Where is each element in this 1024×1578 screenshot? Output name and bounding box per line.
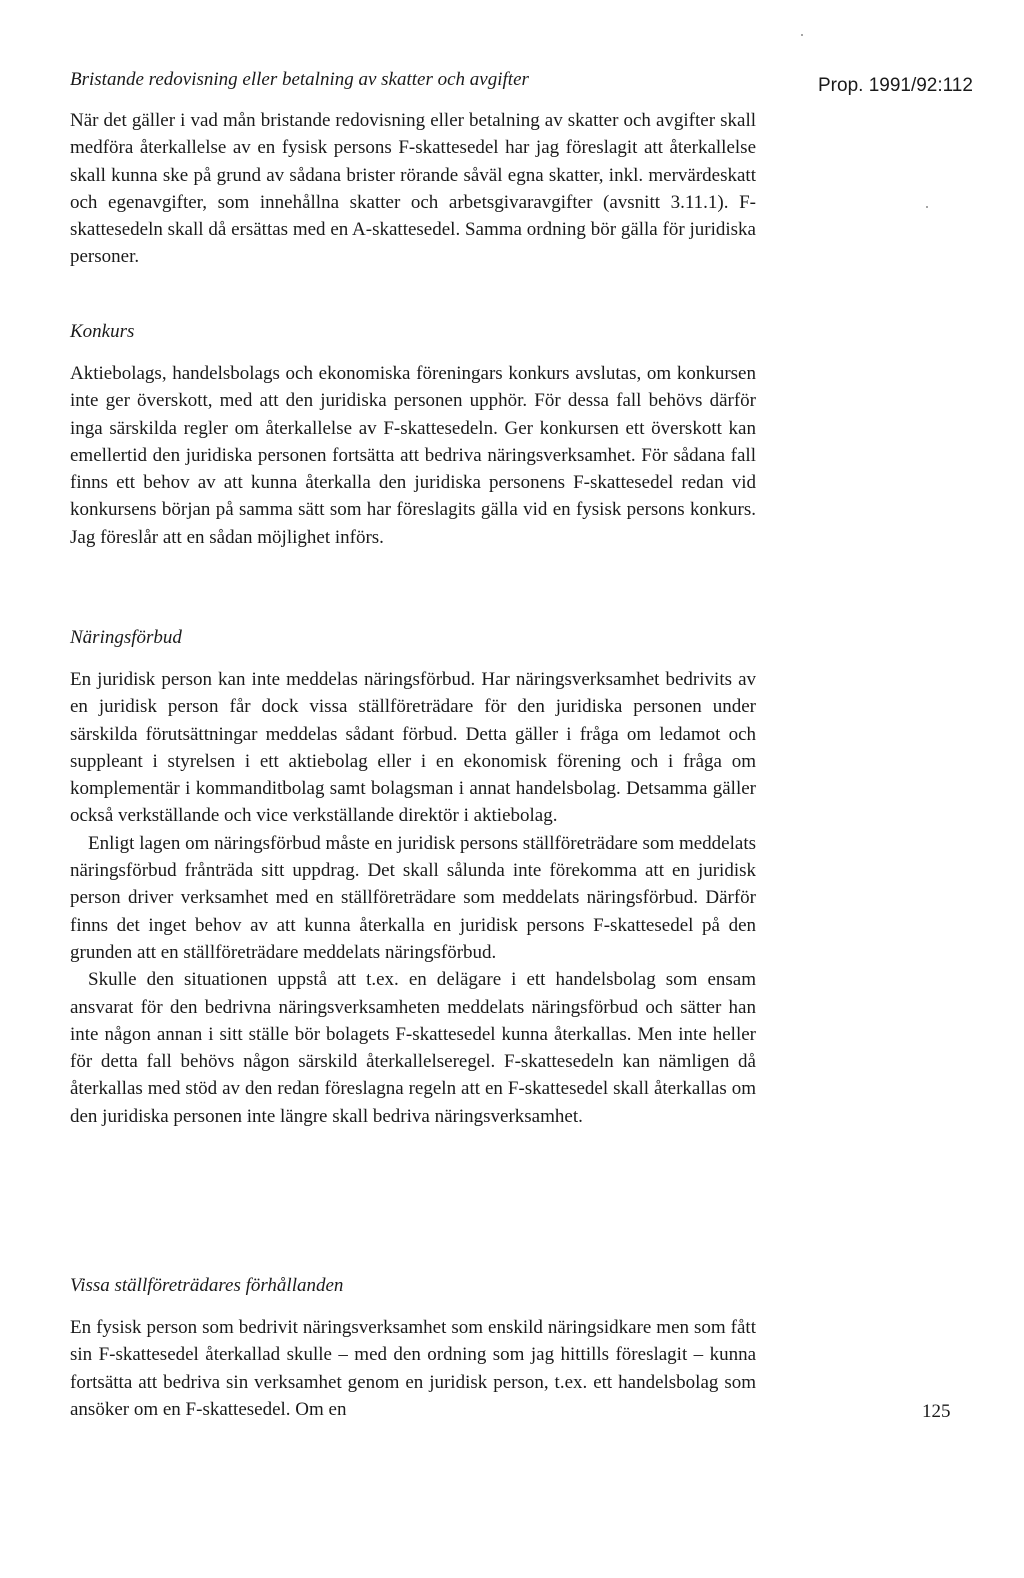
vissa-paragraph: En fysisk person som bedrivit näringsverksamhet som enskild näringsidkare men som fått sin F-skattesedel återkallad skulle – med den ordning som jag hittills föreslagit – kunna fortsätta att bedriva sin verksamhet genom en juridisk person, t.ex. ett handelsbolag som ansöker om en F-skattesedel. Om en: [70, 1317, 756, 1420]
konkurs-paragraph: Aktiebolags, handelsbolags och ekonomiska föreningars konkurs avslutas, om konkursen inte ger överskott, med att den juridiska personen upphör. För dessa fall behövs därför inga särskilda regler om återkallelse av F-skattesedeln. Ger konkursen ett överskott kan emellertid den juridiska personen fortsätta att bedriva näringsverksamhet. För sådana fall finns ett behov av att kunna återkalla den juridiska personens F-skattesedel redan vid konkursens början på samma sätt som har föreslagits gälla vid en fysisk persons konkurs. Jag föreslår att en sådan möjlighet införs.: [70, 363, 756, 548]
proposition-reference: Prop. 1991/92:112: [818, 75, 973, 96]
page-number: 125: [922, 1401, 951, 1422]
section-heading-naringsforbud: Näringsförbud: [70, 627, 182, 648]
section-heading-konkurs: Konkurs: [70, 321, 135, 342]
scan-speck: [801, 34, 803, 36]
naringsforbud-paragraph-3: Skulle den situationen uppstå att t.ex. en delägare i ett handelsbolag som ensam ansvarat för den bedrivna näringsverksamheten meddelats näringsförbud och sätter han inte någon annan i sitt ställe bör bolagets F-skattesedel kunna återkallas. Men inte heller för detta fall behövs någon särskild återkallelseregel. F-skattesedeln kan nämligen då återkallas med stöd av den redan föreslagna regeln att en F-skattesedel skall återkallas om den juridiska personen inte längre skall bedriva näringsverksamhet.: [70, 969, 756, 1127]
section-body-naringsforbud: [70, 666, 756, 1130]
naringsforbud-paragraph-2: Enligt lagen om näringsförbud måste en juridisk persons ställföreträdare som meddelats näringsförbud frånträda sitt uppdrag. Det skall sålunda inte förekomma att en juridisk person driver verksamhet med en ställföreträdare som meddelats näringsförbud. Därför finns det inget behov av att kunna återkalla en juridisk persons F-skattesedel på den grunden att en ställföreträdare meddelats näringsförbud.: [70, 832, 756, 963]
section-body-konkurs: [70, 360, 756, 551]
scan-speck: [926, 206, 928, 208]
naringsforbud-paragraph-1: En juridisk person kan inte meddelas näringsförbud. Har näringsverksamhet bedrivits av en juridisk person får dock vissa ställföreträdare för den juridiska personen under särskilda förutsättningar meddelas sådant förbud. Detta gäller i fråga om ledamot och suppleant i styrelsen i ett aktiebolag eller i en ekonomisk förening och i fråga om komplementär i kommanditbolag samt bolagsman i annat handelsbolag. Detsamma gäller också verkställande och vice verkställande direktör i aktiebolag.: [70, 669, 756, 827]
section-body-vissa-stallforetradares: [70, 1314, 756, 1423]
section-heading-vissa-stallforetradares: Vissa ställföreträdares förhållanden: [70, 1275, 344, 1296]
intro-block: [70, 107, 756, 271]
intro-paragraph: När det gäller i vad mån bristande redovisning eller betalning av skatter och avgifter skall medföra återkallelse av en fysisk persons F-skattesedel har jag föreslagit att återkallelse skall kunna ske på grund av sådana brister rörande såväl egna skatter, inkl. mervärdeskatt och egenavgifter, som innehållna skatter och arbetsgivaravgifter (avsnitt 3.11.1). F-skattesedeln skall då ersättas med en A-skattesedel. Samma ordning bör gälla för juridiska personer.: [70, 110, 756, 268]
running-title: Bristande redovisning eller betalning av skatter och avgifter: [70, 69, 529, 90]
